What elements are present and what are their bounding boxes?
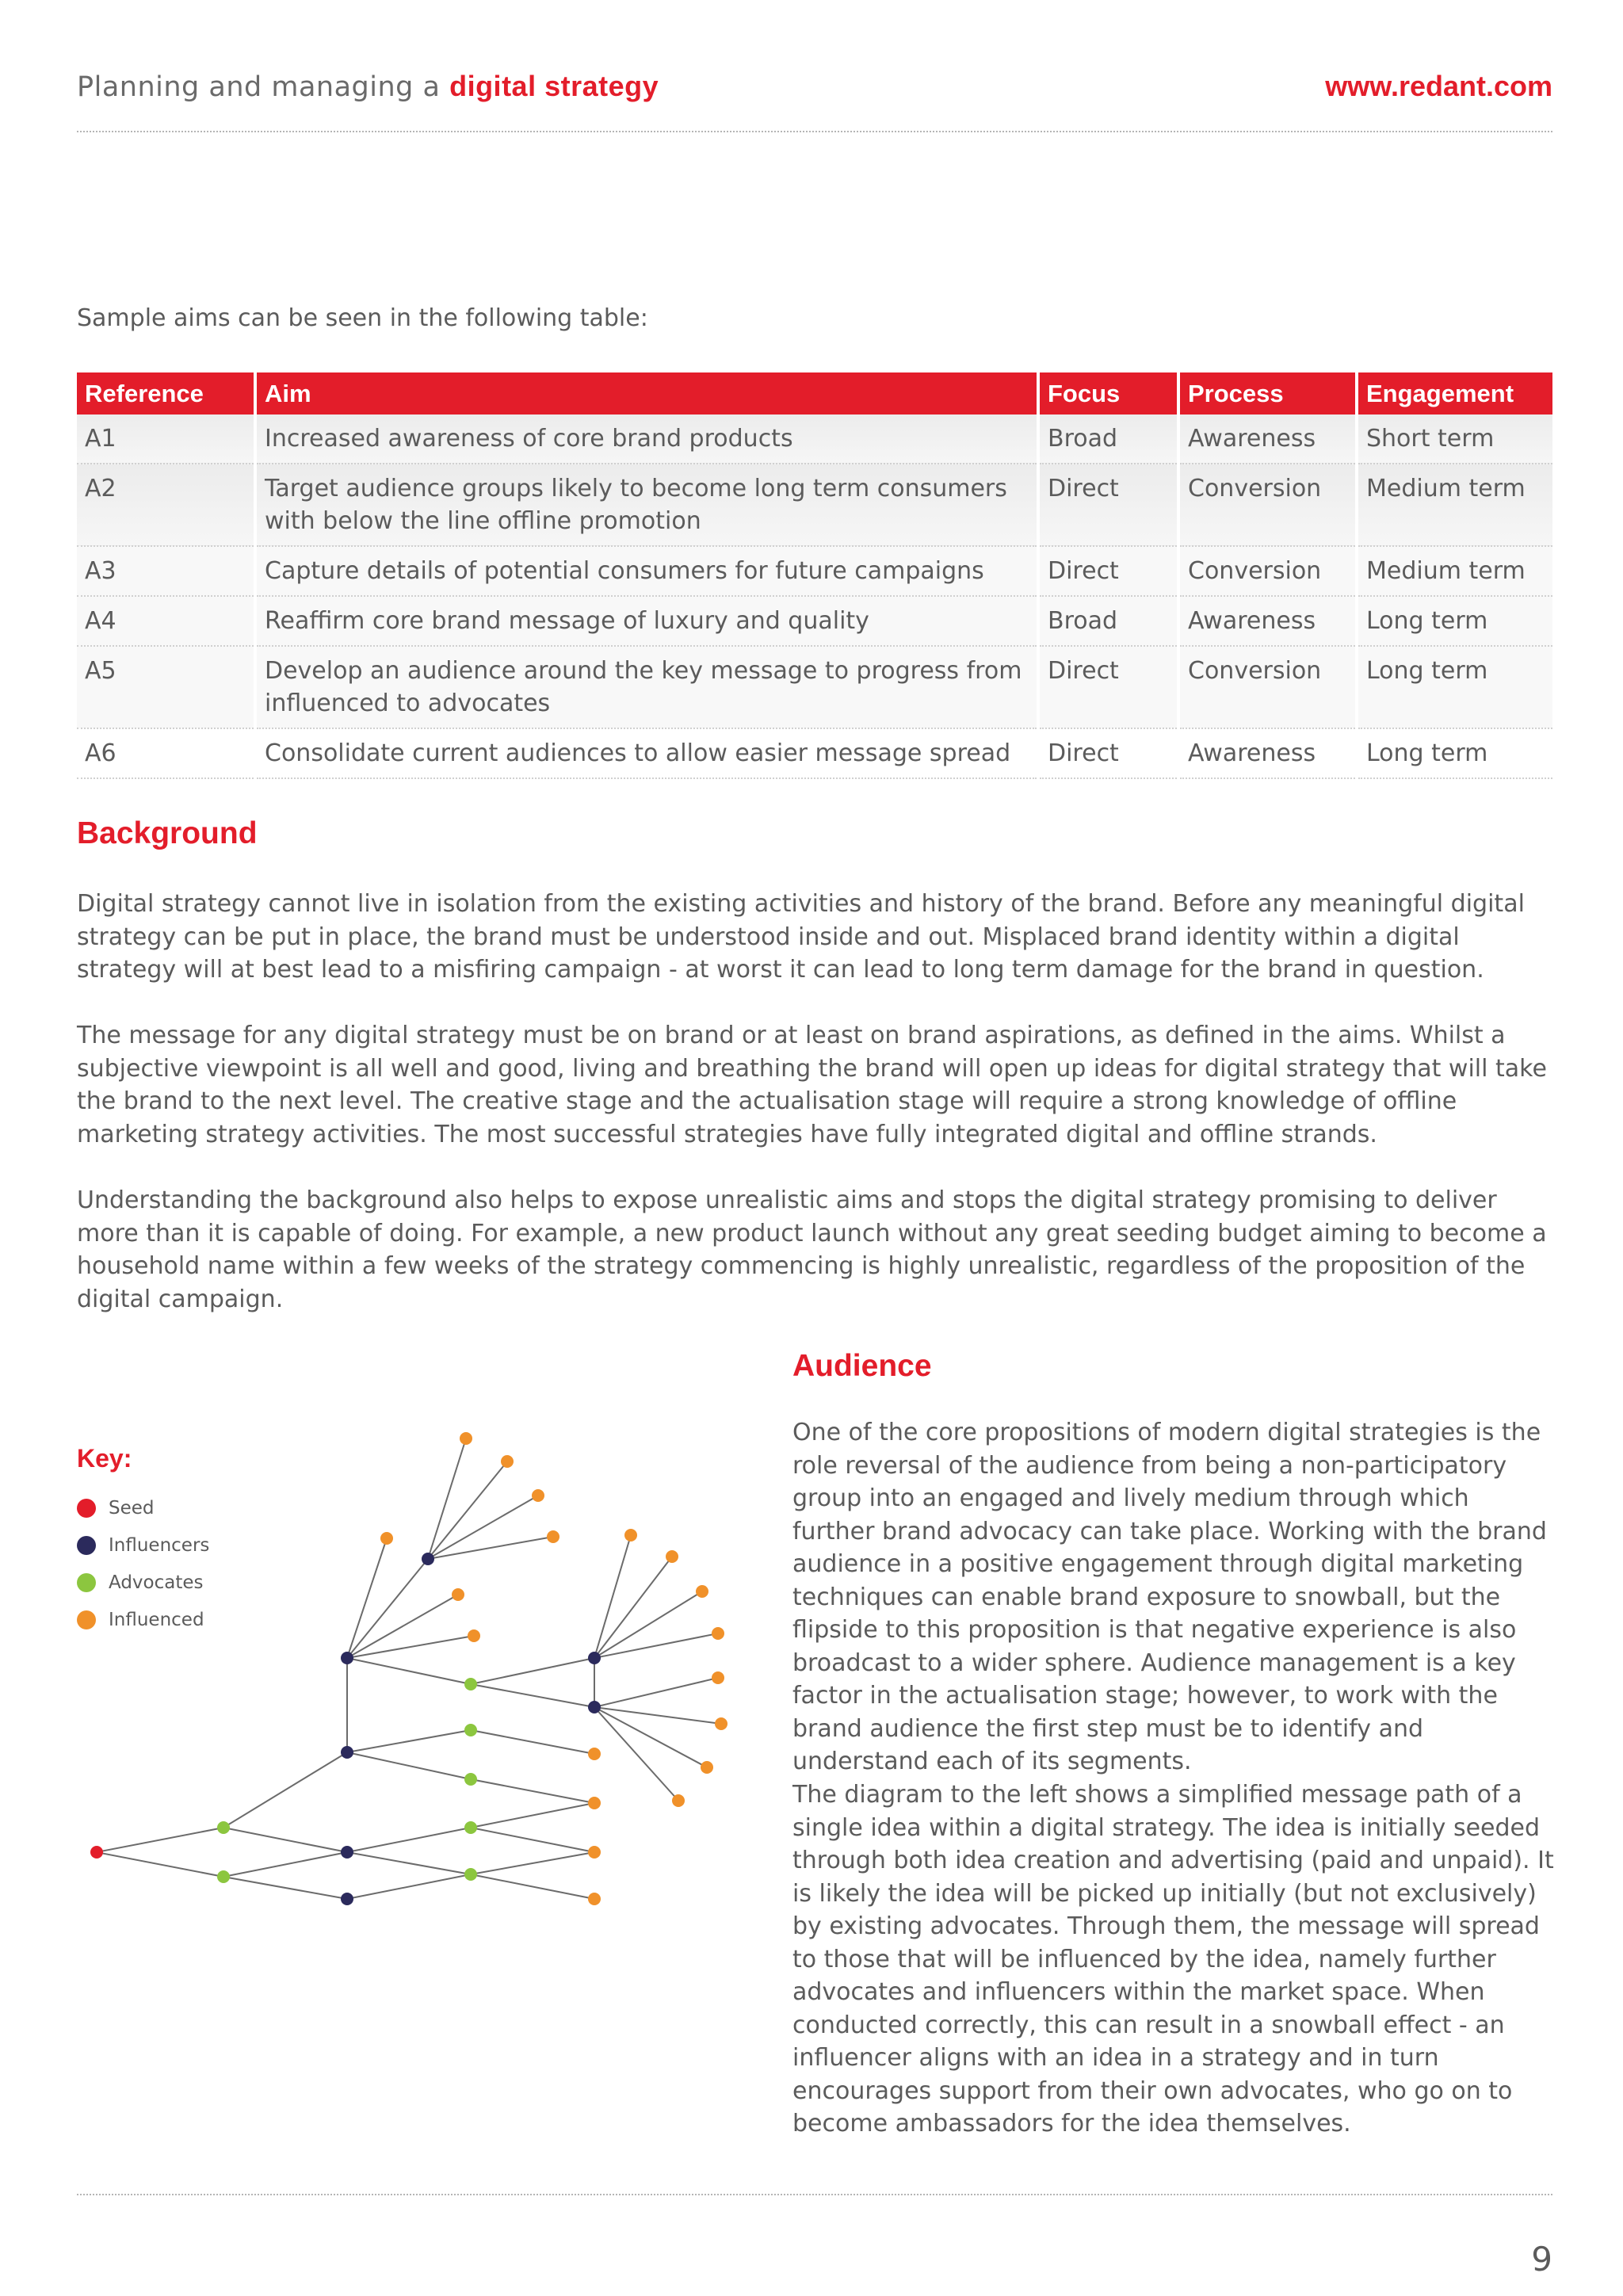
influencer-node xyxy=(422,1553,434,1565)
background-paragraph-3: Understanding the background also helps to expose unrealistic aims and stops the digital strategy promising to deliver more than it is capable of doing. For example, a new product launch without any great seeding budget aiming to become a household name within a few weeks of the strategy commencing is highly unrealistic, regardless of the proposition of the digital campaign. xyxy=(77,1186,1547,1313)
advocate-node xyxy=(217,1821,230,1834)
document-title: Planning and managing a digital strategy xyxy=(77,70,659,103)
cell-process: Conversion xyxy=(1178,546,1357,596)
influencer-node xyxy=(341,1652,353,1664)
cell-focus: Broad xyxy=(1038,415,1178,464)
cell-engagement: Long term xyxy=(1357,596,1552,646)
cell-aim: Target audience groups likely to become long term consumers with below the line offline promotion xyxy=(255,464,1038,546)
cell-reference: A5 xyxy=(77,646,255,728)
influenced-node xyxy=(588,1748,601,1760)
background-paragraph-1: Digital strategy cannot live in isolation from the existing activities and history of the brand. Before any meaningful digital strategy can be put in place, the brand must be understood inside and out. Misplaced brand identity within a digital strategy will at best lead to a misfiring campaign - at worst it can lead to long term damage for the brand in question. xyxy=(77,890,1525,984)
cell-engagement: Medium term xyxy=(1357,546,1552,596)
diagram-links xyxy=(97,1438,721,1899)
website-url[interactable]: www.redant.com xyxy=(1325,70,1552,102)
advocate-node xyxy=(217,1870,230,1883)
advocate-node xyxy=(464,1821,477,1834)
cell-engagement: Medium term xyxy=(1357,464,1552,546)
influencer-node xyxy=(341,1846,353,1859)
advocate-node xyxy=(464,1678,477,1690)
cell-engagement: Short term xyxy=(1357,415,1552,464)
influencer-node xyxy=(341,1746,353,1759)
influenced-node xyxy=(624,1529,637,1541)
cell-process: Awareness xyxy=(1178,596,1357,646)
audience-heading: Audience xyxy=(792,1349,932,1383)
cell-reference: A4 xyxy=(77,596,255,646)
key-item-influencers: Influencers xyxy=(77,1526,209,1564)
influenced-node xyxy=(501,1455,514,1468)
cell-process: Awareness xyxy=(1178,728,1357,778)
cell-focus: Direct xyxy=(1038,464,1178,546)
key-title: Key: xyxy=(77,1444,132,1473)
influenced-node xyxy=(452,1588,464,1601)
cell-focus: Direct xyxy=(1038,546,1178,596)
cell-aim: Consolidate current audiences to allow easier message spread xyxy=(255,728,1038,778)
footer-divider xyxy=(77,2194,1552,2195)
col-header-focus: Focus xyxy=(1038,372,1178,415)
background-heading: Background xyxy=(77,816,258,850)
influenced-node xyxy=(672,1794,685,1807)
cell-aim: Reaffirm core brand message of luxury and quality xyxy=(255,596,1038,646)
col-header-engagement: Engagement xyxy=(1357,372,1552,415)
influenced-node xyxy=(588,1893,601,1905)
influencer-node xyxy=(588,1701,601,1713)
influenced-node xyxy=(588,1846,601,1859)
cell-reference: A1 xyxy=(77,415,255,464)
cell-focus: Broad xyxy=(1038,596,1178,646)
audience-paragraph-2: The diagram to the left shows a simplified message path of a single idea within a digital strategy. The idea is initially seeded through both idea creation and advertising (paid and unpaid). It is likely the idea will be picked up initially (but not exclusively) by existing advocates. Through them, the message will spread to those that will be influenced by the idea, namely further advocates and influencers within the market space. When conducted correctly, this can result in a snowball effect - an influencer aligns with an idea in a strategy and in turn encourages support from their own advocates, who go on to become ambassadors for the idea themselves. xyxy=(792,1781,1554,2137)
col-header-process: Process xyxy=(1178,372,1357,415)
key-item-advocates: Advocates xyxy=(77,1564,209,1601)
key-item-seed: Seed xyxy=(77,1489,209,1526)
influenced-node xyxy=(460,1432,472,1445)
background-paragraph-2: The message for any digital strategy must be on brand or at least on brand aspirations, as defined in the aims. Whilst a subjective viewpoint is all well and good, living and breathing the brand will open up ideas for digital strategy that will take the brand to the next level. The creative stage and the actualisation stage will require a strong knowledge of offline marketing strategy activities. The most successful strategies have fully integrated digital and offline strands. xyxy=(77,1022,1547,1148)
influenced-node xyxy=(380,1532,393,1545)
influencer-node xyxy=(588,1652,601,1664)
cell-focus: Direct xyxy=(1038,728,1178,778)
influencer-node xyxy=(341,1893,353,1905)
cell-engagement: Long term xyxy=(1357,646,1552,728)
influenced-node xyxy=(666,1550,678,1563)
cell-aim: Develop an audience around the key message to progress from influenced to advocates xyxy=(255,646,1038,728)
influenced-node xyxy=(532,1489,544,1502)
influenced-node xyxy=(712,1627,724,1640)
advocate-node xyxy=(464,1724,477,1736)
influenced-node xyxy=(547,1530,559,1543)
key-item-influenced: Influenced xyxy=(77,1601,209,1638)
col-header-reference: Reference xyxy=(77,372,255,415)
influenced-node xyxy=(588,1797,601,1809)
cell-reference: A3 xyxy=(77,546,255,596)
cell-process: Awareness xyxy=(1178,415,1357,464)
cell-focus: Direct xyxy=(1038,646,1178,728)
cell-process: Conversion xyxy=(1178,464,1357,546)
cell-reference: A6 xyxy=(77,728,255,778)
influenced-node xyxy=(715,1717,727,1730)
col-header-aim: Aim xyxy=(255,372,1038,415)
cell-aim: Increased awareness of core brand products xyxy=(255,415,1038,464)
advocate-node xyxy=(464,1773,477,1786)
table-intro: Sample aims can be seen in the following table: xyxy=(77,304,648,332)
cell-aim: Capture details of potential consumers for future campaigns xyxy=(255,546,1038,596)
advocate-node xyxy=(464,1868,477,1881)
cell-process: Conversion xyxy=(1178,646,1357,728)
document-title-emphasis: digital strategy xyxy=(449,70,659,102)
page-number: 9 xyxy=(1531,2240,1552,2279)
seed-node xyxy=(90,1846,103,1859)
influenced-node xyxy=(712,1671,724,1684)
cell-reference: A2 xyxy=(77,464,255,546)
influenced-node xyxy=(701,1761,713,1774)
influenced-node xyxy=(696,1585,708,1598)
audience-paragraph-1: One of the core propositions of modern digital strategies is the role reversal of the audience from being a non-participatory group into an engaged and lively medium through which further brand advocacy can take place. Working with the brand audience in a positive engagement through digital marketing techniques can enable brand exposure to snowball, but the flipside to this proposition is that negative experience is also broadcast to a wider sphere. Audience management is a key factor in the actualisation stage; however, to work with the brand audience the first step must be to identify and understand each of its segments. xyxy=(792,1419,1547,1775)
influenced-node xyxy=(468,1629,480,1642)
cell-engagement: Long term xyxy=(1357,728,1552,778)
